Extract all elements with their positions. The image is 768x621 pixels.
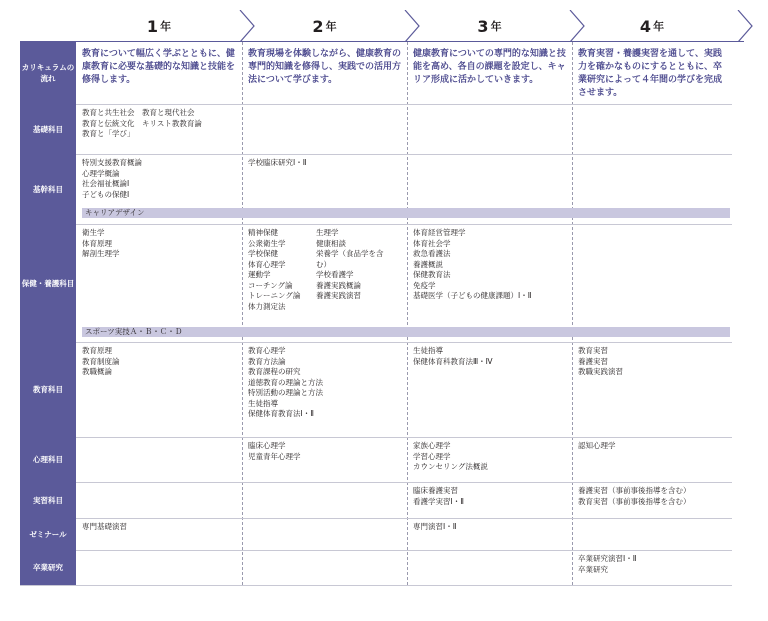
year-2-number: 2 xyxy=(312,16,324,36)
health-year-2-col-a xyxy=(248,228,316,338)
practicum-year-4 xyxy=(572,482,732,518)
course-item: 生徒指導 xyxy=(248,398,278,408)
course-item: 子どもの保健Ⅰ xyxy=(82,189,130,199)
course-item: 精神保健 xyxy=(248,228,278,237)
course-item: 教職実践演習 xyxy=(578,367,623,376)
course-item: 保健教育法 xyxy=(413,270,451,279)
flow-year-2: 教育現場を体験しながら、健康教育の専門的知識を修得し、実践での活用方法について学びます。 xyxy=(248,49,402,85)
row-label-practicum: 実習科目 xyxy=(20,482,76,518)
course-item: 教育課程の研究 xyxy=(248,367,301,376)
year-header xyxy=(0,10,768,42)
row-health-nursing-subjects xyxy=(20,224,732,343)
course-item: 教育心理学 xyxy=(248,346,286,355)
course-item: 道徳教育の理論と方法 xyxy=(248,377,323,387)
practicum-year-3 xyxy=(407,482,572,518)
course-item: 体育経営管理学 xyxy=(413,228,466,237)
row-basic-subjects xyxy=(20,104,732,155)
course-item: 教育制度論 xyxy=(82,356,120,366)
course-item: 特別支援教育概論 xyxy=(82,158,142,167)
course-item: 学校保健 xyxy=(248,249,278,258)
year-1-heading xyxy=(76,10,242,42)
health-year-3 xyxy=(407,224,572,342)
row-psychology-subjects xyxy=(20,437,732,483)
seminar-year-1 xyxy=(76,518,242,550)
row-label-graduation-research: 卒業研究 xyxy=(20,550,76,585)
year-2-suffix: 年 xyxy=(325,20,337,33)
year-2-heading xyxy=(242,10,407,42)
course-item: 免疫学 xyxy=(413,280,436,290)
course-item: 体育原理 xyxy=(82,238,112,248)
course-item: 学習心理学 xyxy=(413,451,451,461)
year-3-number: 3 xyxy=(477,16,489,36)
row-label-seminar: ゼミナール xyxy=(20,518,76,550)
course-item: 社会福祉概論Ⅰ xyxy=(82,179,130,188)
course-item: 教育と伝統文化 キリスト教教育論 xyxy=(82,118,202,128)
year-3-heading xyxy=(407,10,572,42)
course-item: 専門演習Ⅰ・Ⅱ xyxy=(413,522,457,531)
course-item: 解剖生理学 xyxy=(82,249,120,258)
row-practicum-subjects xyxy=(20,482,732,519)
row-label-curriculum-flow: カリキュラムの流れ xyxy=(20,42,76,104)
course-item: 教育と共生社会 教育と現代社会 xyxy=(82,108,195,117)
flow-year-4: 教育実習・養護実習を通して、実践力を確かなものにするとともに、卒業研究によって４年間の学びを完成させます。 xyxy=(578,49,723,98)
health-year-2 xyxy=(242,224,407,342)
course-item: 学校看護学 xyxy=(316,270,354,279)
course-item: 体育社会学 xyxy=(413,238,451,248)
health-year-1 xyxy=(76,224,242,342)
course-item: 衛生学 xyxy=(82,228,105,237)
course-item: 養護実践演習 xyxy=(316,291,361,300)
course-item: 養護実践概論 xyxy=(316,280,361,290)
course-item: 教職概論 xyxy=(82,367,112,376)
career-design-band: キャリアデザイン xyxy=(82,208,730,218)
row-education-subjects xyxy=(20,342,732,438)
psychology-year-2 xyxy=(242,437,407,482)
course-item: 公衆衛生学 xyxy=(248,238,286,248)
row-label-health-nursing: 保健・養護科目 xyxy=(20,224,76,342)
course-item: 認知心理学 xyxy=(578,441,616,450)
row-graduation-research xyxy=(20,550,732,586)
course-item: 養護実習 xyxy=(578,356,608,366)
course-item: 生理学 xyxy=(316,228,339,237)
education-year-2 xyxy=(242,342,407,437)
graduation-year-4 xyxy=(572,550,732,585)
row-label-psychology: 心理科目 xyxy=(20,437,76,482)
course-item: 臨床心理学 xyxy=(248,441,286,450)
row-label-core-subjects: 基幹科目 xyxy=(20,154,76,224)
course-item: 教育と「学び」 xyxy=(82,129,135,138)
education-year-4 xyxy=(572,342,732,437)
year-4-number: 4 xyxy=(639,16,652,36)
education-year-3 xyxy=(407,342,572,437)
course-item: 栄養学（食品学を含む） xyxy=(316,249,384,269)
seminar-year-3 xyxy=(407,518,572,550)
course-item: 卒業研究 xyxy=(578,564,608,574)
year-4-heading xyxy=(572,10,732,42)
course-item: 運動学 xyxy=(248,270,271,279)
course-item: 保健体育科教育法Ⅲ・Ⅳ xyxy=(413,356,493,366)
psychology-year-3 xyxy=(407,437,572,482)
course-item: 看護学実習Ⅰ・Ⅱ xyxy=(413,496,464,506)
row-curriculum-flow xyxy=(20,42,732,105)
course-item: トレーニング論 xyxy=(248,291,301,300)
course-item: カウンセリング法概説 xyxy=(413,462,488,471)
course-item: 生徒指導 xyxy=(413,346,443,355)
course-item: 体育心理学 xyxy=(248,259,286,269)
course-item: 体力測定法 xyxy=(248,301,286,311)
flow-year-3: 健康教育についての専門的な知識と技能を高め、各自の課題を設定し、キャリア形成に活かしていきます。 xyxy=(413,49,566,85)
course-item: 卒業研究演習Ⅰ・Ⅱ xyxy=(578,554,637,563)
row-label-basic-subjects: 基礎科目 xyxy=(20,104,76,154)
course-item: 基礎医学（子どもの健康課題）Ⅰ・Ⅱ xyxy=(413,291,532,300)
course-item: 臨床養護実習 xyxy=(413,486,458,495)
course-item: 保健体育教育法Ⅰ・Ⅱ xyxy=(248,409,314,418)
flow-year-1: 教育について幅広く学ぶとともに、健康教育に必要な基礎的な知識と技能を修得します。 xyxy=(82,49,236,85)
course-item: 特別活動の理論と方法 xyxy=(248,388,323,397)
course-item: コーチング論 xyxy=(248,280,293,290)
year-3-suffix: 年 xyxy=(490,20,502,33)
row-label-education-subjects: 教育科目 xyxy=(20,342,76,437)
row-seminar xyxy=(20,518,732,551)
health-year-2-col-b xyxy=(316,228,401,338)
course-item: 教育実習 xyxy=(578,346,608,355)
year-4-suffix: 年 xyxy=(653,20,665,33)
course-item: 養護概説 xyxy=(413,259,443,269)
sports-practice-band: スポーツ実技Ａ・Ｂ・Ｃ・Ｄ xyxy=(82,327,730,337)
course-item: 心理学概論 xyxy=(82,168,120,178)
year-1-number: 1 xyxy=(146,16,159,36)
course-item: 教育方法論 xyxy=(248,356,286,366)
course-item: 健康相談 xyxy=(316,238,346,248)
basic-year-1 xyxy=(76,104,242,154)
course-item: 救急看護法 xyxy=(413,249,451,258)
course-item: 養護実習（事前事後指導を含む） xyxy=(578,486,691,495)
course-item: 教育原理 xyxy=(82,346,112,355)
course-item: 専門基礎演習 xyxy=(82,522,127,531)
year-1-suffix: 年 xyxy=(160,20,172,33)
course-item: 学校臨床研究Ⅰ・Ⅱ xyxy=(248,158,307,167)
course-item: 教育実習（事前事後指導を含む） xyxy=(578,496,691,506)
education-year-1 xyxy=(76,342,242,437)
row-core-subjects xyxy=(20,154,732,225)
psychology-year-4 xyxy=(572,437,732,482)
course-item: 児童青年心理学 xyxy=(248,451,301,461)
course-item: 家族心理学 xyxy=(413,441,451,450)
